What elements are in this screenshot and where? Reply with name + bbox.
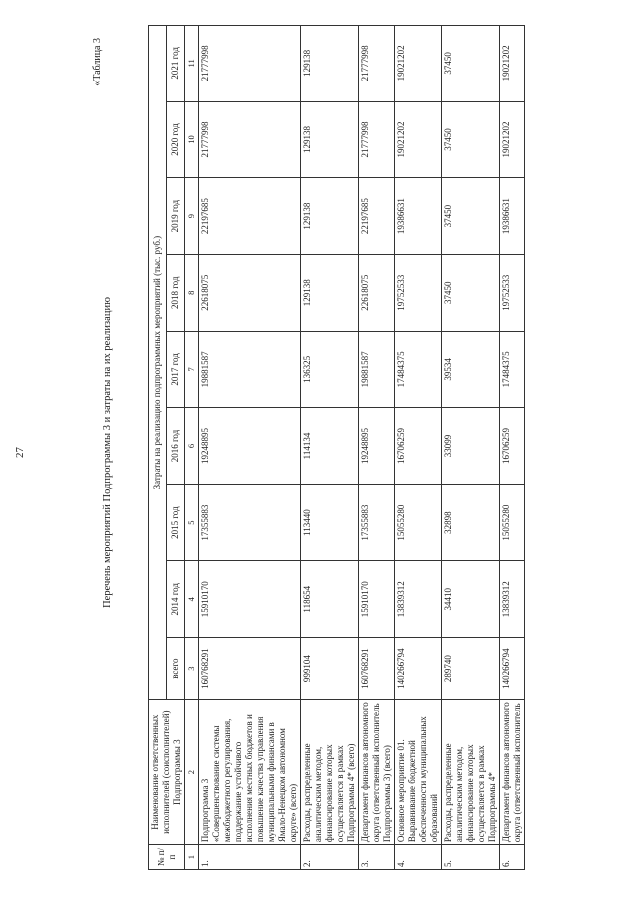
cell-2021: 37450	[442, 26, 500, 102]
header-costs: Затраты на реализацию подпрограммных мероприятий (тыс. руб.)	[149, 26, 167, 700]
cell-2020: 21777998	[359, 101, 395, 178]
cell-2021: 21777998	[359, 26, 395, 102]
cell-total: 160768291	[359, 638, 395, 700]
cell-total: 160768291	[199, 638, 301, 700]
row-name: Департамент финансов автономного округа (ответственный исполнитель	[500, 700, 525, 845]
page-number: 27	[14, 447, 26, 458]
cell-2014: 13839312	[395, 561, 442, 638]
column-number: 2	[185, 700, 199, 845]
cell-2016: 33099	[442, 408, 500, 485]
column-number: 8	[185, 254, 199, 331]
cell-2021: 21777998	[199, 26, 301, 102]
row-name: Расходы, распределенные аналитическим методом, финансирование которых осуществляется в рамках Подпрограммы 4*	[442, 700, 500, 845]
row-name: Департамент финансов автономного округа (ответственный исполнитель Подпрограммы 3) (всего)	[359, 700, 395, 845]
cell-2021: 19021202	[395, 26, 442, 102]
column-number: 5	[185, 484, 199, 561]
cell-2018: 37450	[442, 254, 500, 331]
cell-2020: 21777998	[199, 101, 301, 178]
column-number: 7	[185, 331, 199, 408]
cell-2014: 15910170	[359, 561, 395, 638]
table-row	[199, 26, 301, 870]
header-year: 2020 год	[167, 101, 185, 178]
cell-2015: 32898	[442, 484, 500, 561]
cell-2014: 118654	[301, 561, 359, 638]
cell-2018: 22618075	[359, 254, 395, 331]
row-number: 2.	[301, 845, 359, 870]
cell-2015: 15055280	[500, 484, 525, 561]
row-number: 4.	[395, 845, 442, 870]
header-year: 2019 год	[167, 178, 185, 255]
row-name: Расходы, распределенные аналитическим методом, финансирование которых осуществляется в рамках Подпрограммы 4* (всего)	[301, 700, 359, 845]
header-year: 2016 год	[167, 408, 185, 485]
cell-2021: 19021202	[500, 26, 525, 102]
cell-2017: 19881587	[199, 331, 301, 408]
table-row	[301, 26, 359, 870]
costs-table	[148, 25, 525, 870]
cell-2019: 37450	[442, 178, 500, 255]
table-row	[500, 26, 525, 870]
header-num: № п/п	[149, 845, 185, 870]
cell-total: 999104	[301, 638, 359, 700]
header-name: Наименование ответственных исполнителей (соисполнителей) Подпрограммы 3	[149, 700, 185, 845]
column-number: 9	[185, 178, 199, 255]
cell-2020: 19021202	[500, 101, 525, 178]
cell-2017: 17484375	[395, 331, 442, 408]
cell-2021: 129138	[301, 26, 359, 102]
cell-2014: 15910170	[199, 561, 301, 638]
row-name: Основное мероприятие 01. Выравнивание бюджетной обеспеченности муниципальных образований	[395, 700, 442, 845]
column-number: 11	[185, 26, 199, 102]
cell-2019: 129138	[301, 178, 359, 255]
header-year: 2015 год	[167, 484, 185, 561]
cell-2016: 19248895	[359, 408, 395, 485]
row-number: 3.	[359, 845, 395, 870]
cell-2017: 39534	[442, 331, 500, 408]
header-year: 2017 год	[167, 331, 185, 408]
cell-2016: 114134	[301, 408, 359, 485]
cell-2018: 129138	[301, 254, 359, 331]
cell-2019: 22197685	[359, 178, 395, 255]
cell-2019: 19386631	[395, 178, 442, 255]
table-title: Перечень мероприятий Подпрограммы 3 и затраты на их реализацию	[102, 297, 113, 608]
table-row	[359, 26, 395, 870]
cell-2020: 129138	[301, 101, 359, 178]
cell-total: 140266794	[500, 638, 525, 700]
cell-2019: 19386631	[500, 178, 525, 255]
header-year: 2021 год	[167, 26, 185, 102]
cell-2019: 22197685	[199, 178, 301, 255]
column-number: 1	[185, 845, 199, 870]
row-number: 6.	[500, 845, 525, 870]
cell-2017: 136325	[301, 331, 359, 408]
column-number-row	[185, 26, 199, 870]
table-label: «Таблица 3	[92, 38, 103, 86]
column-number: 10	[185, 101, 199, 178]
cell-2015: 17355883	[359, 484, 395, 561]
cell-2016: 16706259	[395, 408, 442, 485]
cell-2017: 17484375	[500, 331, 525, 408]
cell-2014: 13839312	[500, 561, 525, 638]
cell-2017: 19881587	[359, 331, 395, 408]
cell-total: 289740	[442, 638, 500, 700]
table-row	[442, 26, 500, 870]
row-number: 5.	[442, 845, 500, 870]
cell-2016: 16706259	[500, 408, 525, 485]
cell-2018: 19752533	[500, 254, 525, 331]
header-total: всего	[167, 638, 185, 700]
header-year: 2018 год	[167, 254, 185, 331]
column-number: 4	[185, 561, 199, 638]
cell-2020: 37450	[442, 101, 500, 178]
row-number: 1.	[199, 845, 301, 870]
column-number: 3	[185, 638, 199, 700]
cell-2020: 19021202	[395, 101, 442, 178]
cell-2015: 15055280	[395, 484, 442, 561]
table-row	[395, 26, 442, 870]
cell-2014: 34410	[442, 561, 500, 638]
cell-2015: 113440	[301, 484, 359, 561]
cell-2016: 19248895	[199, 408, 301, 485]
cell-total: 140266794	[395, 638, 442, 700]
cell-2018: 19752533	[395, 254, 442, 331]
column-number: 6	[185, 408, 199, 485]
header-year: 2014 год	[167, 561, 185, 638]
cell-2018: 22618075	[199, 254, 301, 331]
cell-2015: 17355883	[199, 484, 301, 561]
row-name: Подпрограмма 3 «Совершенствование системы межбюджетного регулирования, поддержание устойчивого исполнения местных бюджетов и повышение качества управления муниципальными финансами в Ямало-Ненецком автономном округе» (всего)	[199, 700, 301, 845]
